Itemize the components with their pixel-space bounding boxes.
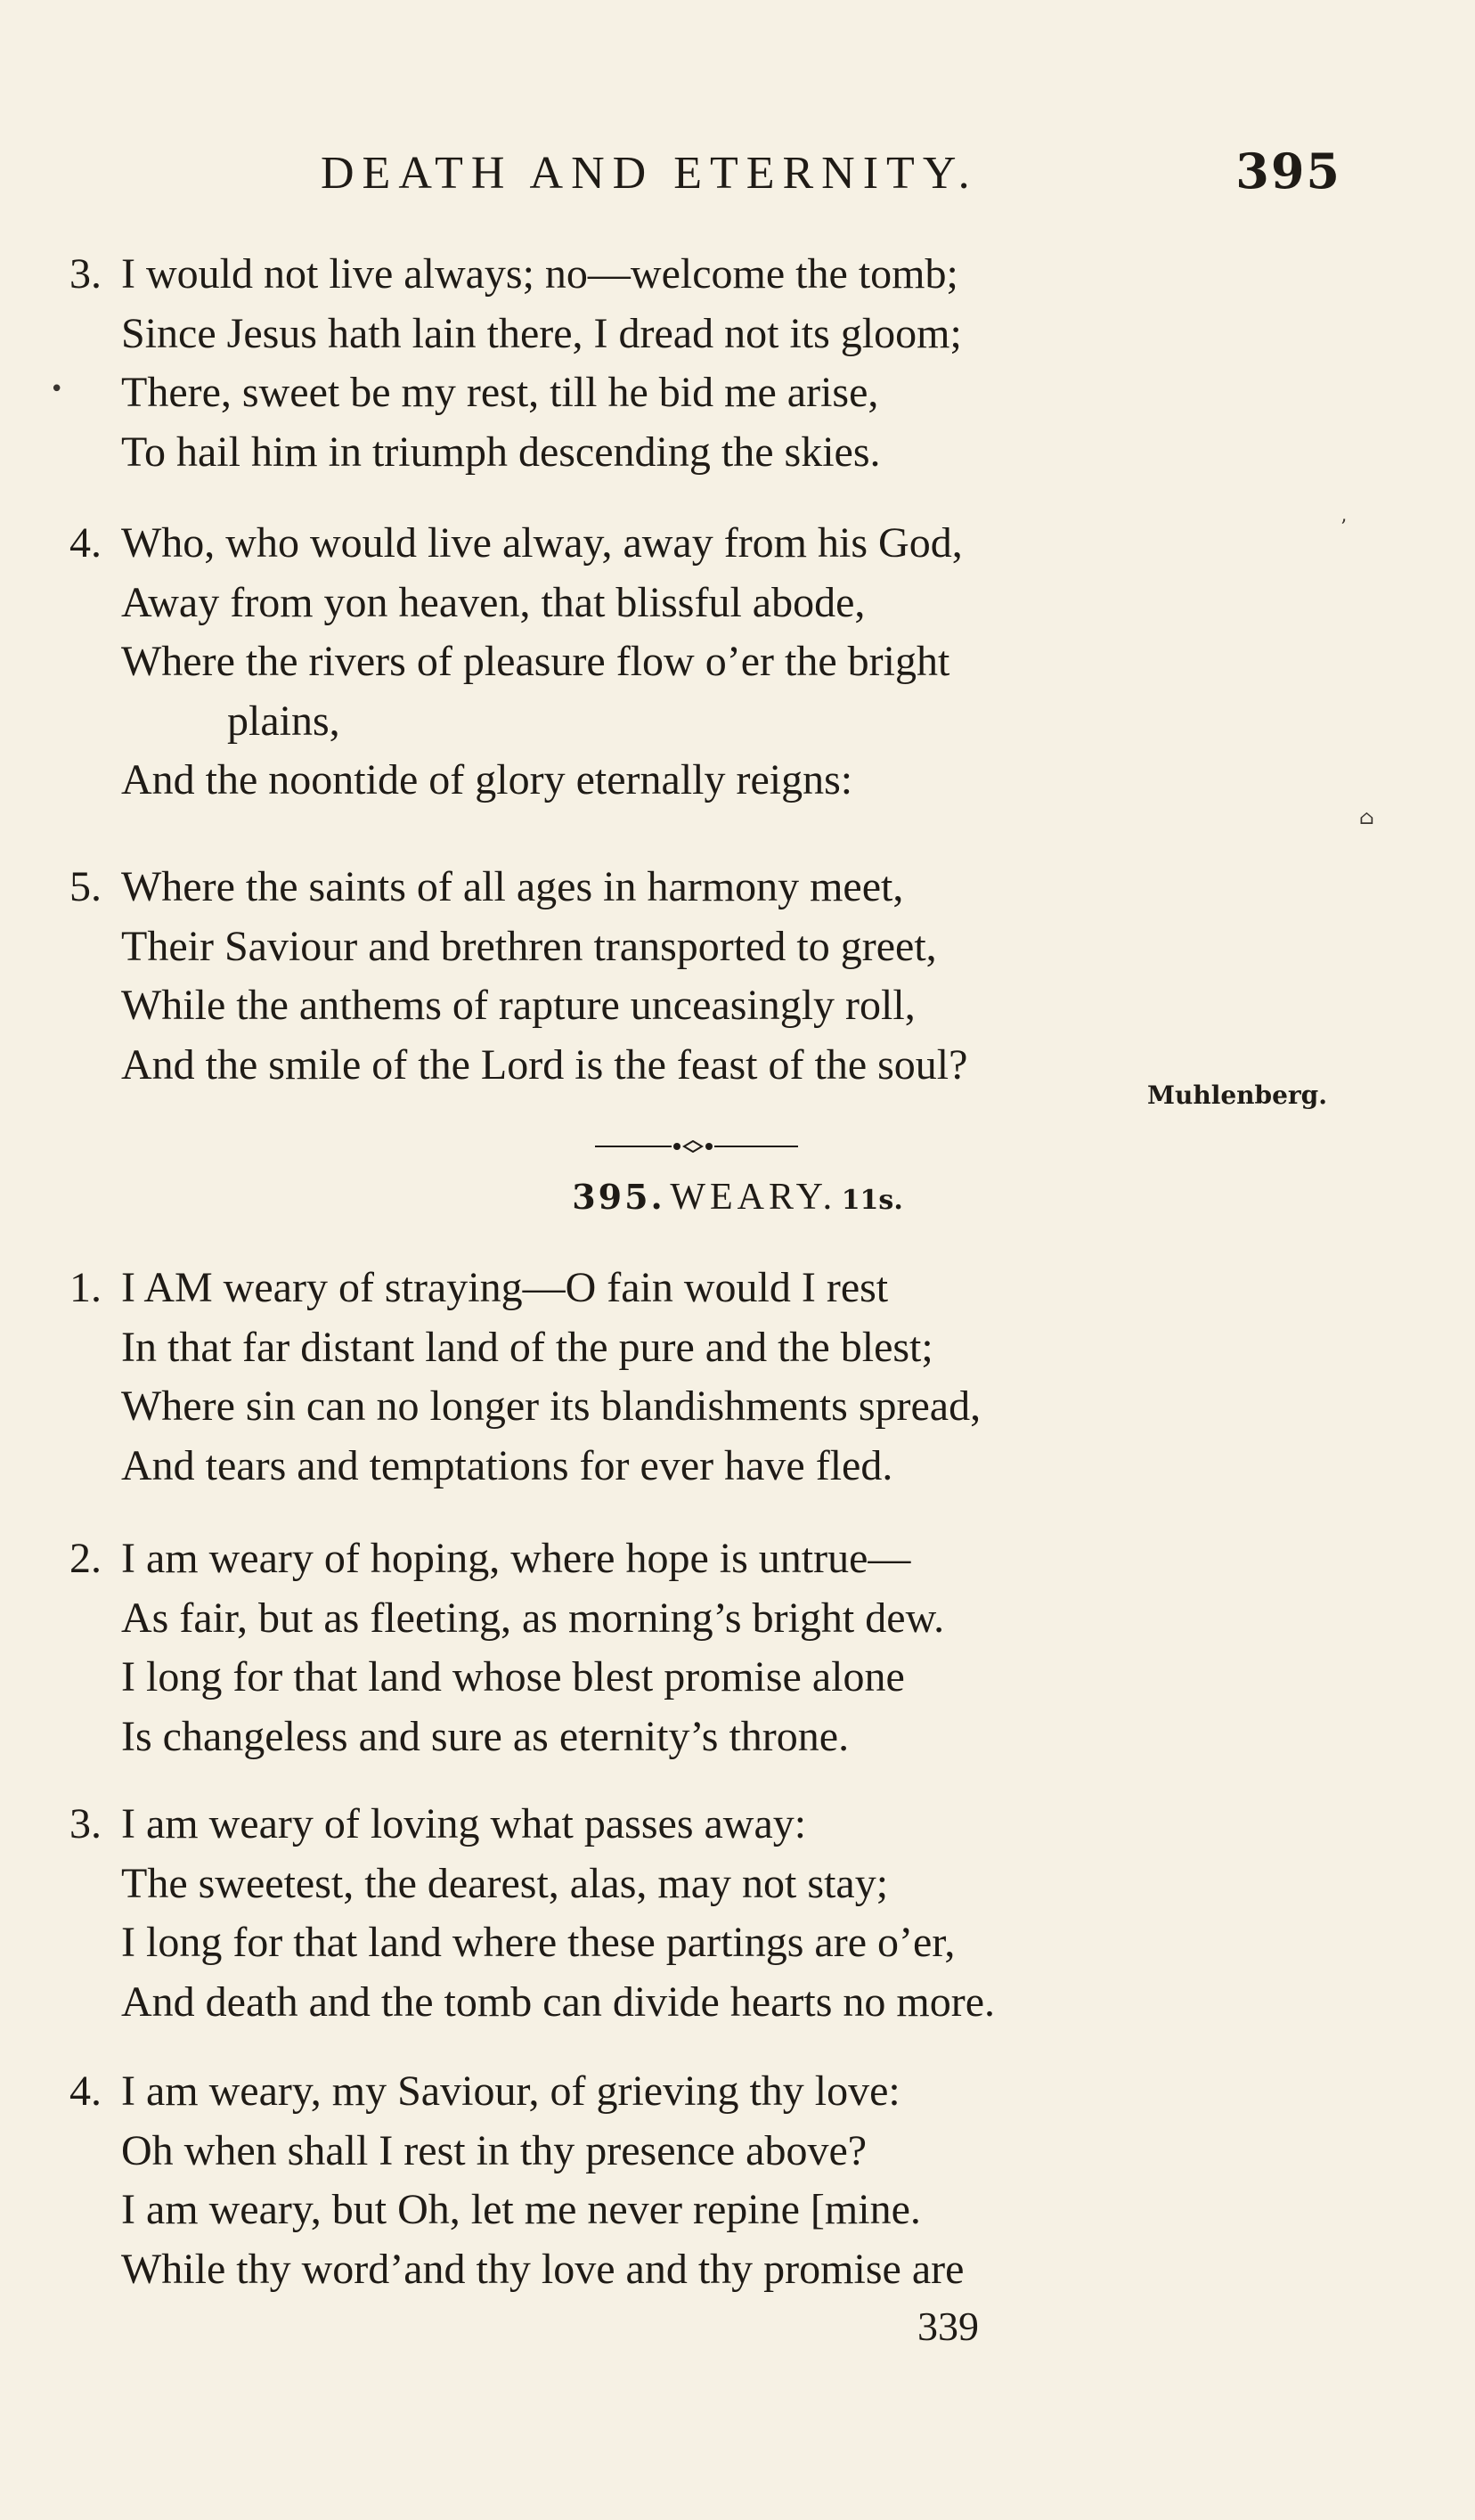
verse-text: Their Saviour and brethren transported to greet, (121, 922, 937, 970)
stanza-number: 4. (69, 2067, 102, 2115)
verse-text: I would not live always; no—welcome the tomb; (121, 250, 958, 298)
stanza-number: 4. (69, 519, 102, 567)
verse-text: I am weary of loving what passes away: (121, 1800, 807, 1847)
margin-speck: ⌂ (1359, 807, 1374, 829)
author-attribution: Muhlenberg. (1147, 1081, 1327, 1110)
running-head-page-number: 395 (1235, 143, 1341, 200)
verse-text: While the anthems of rapture unceasingly roll, (121, 982, 916, 1029)
verse-text: Where sin can no longer its blandishments spread, (121, 1382, 982, 1430)
verse-text: I AM weary of straying—O fain would I rest (121, 1264, 889, 1311)
footer-page-number: 339 (917, 2304, 979, 2349)
verse-text: Away from yon heaven, that blissful abode, (121, 578, 866, 626)
hymn-number: 395. (572, 1177, 665, 1217)
verse-text: In that far distant land of the pure and the blest; (121, 1323, 933, 1371)
stanza-number: 3. (69, 1800, 102, 1847)
stanza-number: 1. (69, 1264, 102, 1311)
verse-text: I long for that land whose blest promise alone (121, 1653, 905, 1700)
verse-text: As fair, but as fleeting, as morning’s bright dew. (121, 1594, 945, 1642)
verse-text: I am weary, my Saviour, of grieving thy love: (121, 2067, 900, 2115)
verse-text: Oh when shall I rest in thy presence above? (121, 2126, 868, 2174)
ornamental-separator (595, 1140, 798, 1153)
verse-text: There, sweet be my rest, till he bid me arise, (121, 369, 879, 416)
hymn-title: WEARY. (670, 1177, 837, 1218)
stanza-number: 3. (69, 250, 102, 298)
verse-text: I am weary of hoping, where hope is untrue— (121, 1535, 911, 1582)
verse-text: Who, who would live alway, away from his God, (121, 519, 963, 567)
verse-text: Is changeless and sure as eternity’s throne. (121, 1712, 850, 1760)
hymn-meter: 11s. (841, 1185, 903, 1216)
margin-speck: ’ (1341, 517, 1347, 539)
verse-text: And death and the tomb can divide hearts no more. (121, 1978, 996, 2026)
running-head-title: DEATH AND ETERNITY. (321, 148, 978, 199)
verse-text: plains, (227, 697, 340, 745)
running-head (116, 143, 1341, 200)
verse-text: While thy word’and thy love and thy promise are (121, 2245, 965, 2293)
verse-text: Since Jesus hath lain there, I dread not its gloom; (121, 309, 962, 357)
verse-text: I am weary, but Oh, let me never repine [mine. (121, 2186, 921, 2233)
verse-text: Where the rivers of pleasure flow o’er the bright (121, 638, 950, 685)
hymn-395-heading (0, 1176, 1475, 1219)
verse-text: And the noontide of glory eternally reigns: (121, 756, 853, 803)
verse-text: And tears and temptations for ever have fled. (121, 1441, 893, 1489)
margin-speck: • (50, 376, 64, 403)
verse-text: To hail him in triumph descending the skies. (121, 428, 881, 476)
verse-text: And the smile of the Lord is the feast of the soul? (121, 1040, 968, 1089)
verse-text: Where the saints of all ages in harmony meet, (121, 863, 904, 910)
verse-text: I long for that land where these partings are o’er, (121, 1919, 956, 1966)
stanza-number: 5. (69, 863, 102, 910)
stanza-number: 2. (69, 1535, 102, 1582)
verse-text: The sweetest, the dearest, alas, may not stay; (121, 1859, 889, 1907)
